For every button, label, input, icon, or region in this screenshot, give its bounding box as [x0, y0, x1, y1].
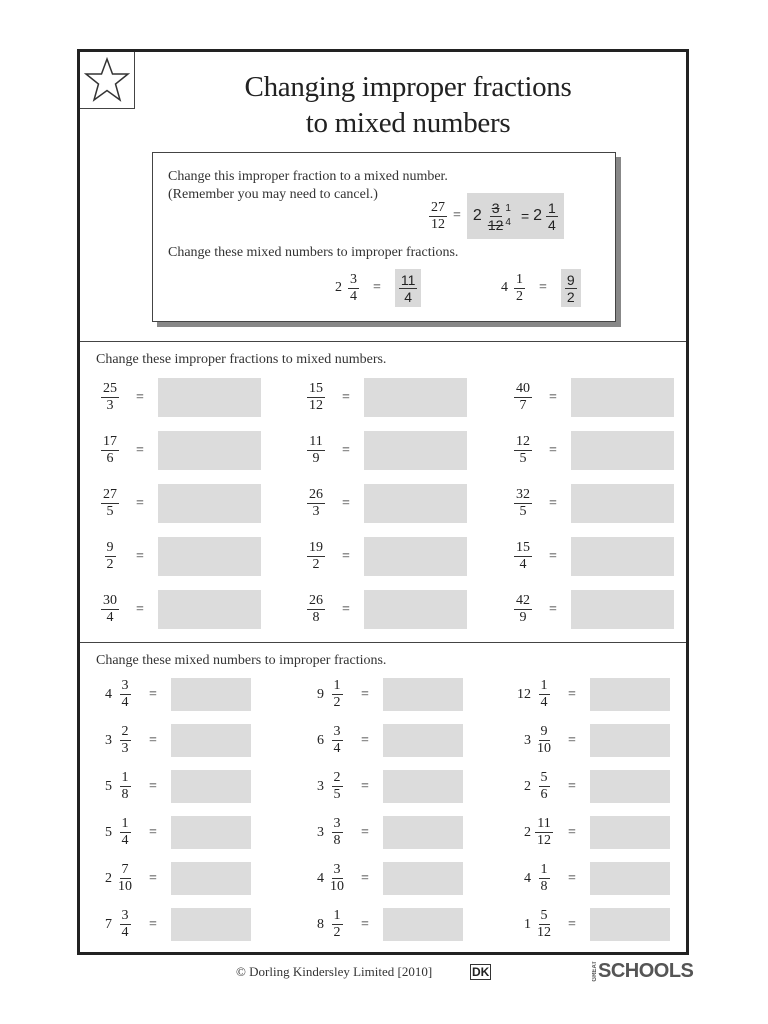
improper-fraction-item: $\frac{12}{5}$ =	[511, 431, 674, 470]
fraction: $\frac{3}{8}$	[333, 816, 341, 848]
dk-logo: DK	[472, 965, 490, 979]
mixed-number-item: 12 $\frac{1}{4}$ =	[515, 678, 670, 711]
answer-box[interactable]	[383, 816, 463, 849]
improper-fraction-item: $\frac{15}{12}$ =	[304, 378, 467, 417]
cancelled-fraction: $\frac{3}{12}$	[487, 199, 504, 233]
improper-fraction-item: $\frac{27}{5}$ =	[98, 484, 261, 523]
fraction: $\frac{19}{2}$	[309, 540, 323, 572]
answer-box[interactable]	[364, 431, 467, 470]
fraction: $\frac{15}{4}$	[516, 540, 530, 572]
section-divider-2	[80, 642, 686, 643]
answer-box[interactable]	[571, 484, 674, 523]
answer-box[interactable]	[590, 862, 670, 895]
example-mixed-2: 4 $\frac{1}{2}$ = $\frac{9}{2}$	[501, 269, 581, 307]
example-answer: 2 $\frac{3}{12}$ 1 4 = 2 $\frac{1}{4}$	[467, 193, 564, 239]
answer-box[interactable]	[590, 908, 670, 941]
fraction: $\frac{25}{3}$	[103, 381, 117, 413]
mixed-number-item: 4 $\frac{3}{10}$ =	[308, 862, 463, 895]
improper-fraction-item: $\frac{32}{5}$ =	[511, 484, 674, 523]
section-divider-1	[80, 341, 686, 342]
fraction: $\frac{1}{8}$	[540, 862, 548, 894]
mixed-number-item: 9 $\frac{1}{2}$ =	[308, 678, 463, 711]
fraction: $\frac{11}{9}$	[309, 434, 323, 466]
answer-box[interactable]	[158, 484, 261, 523]
mixed-number-item: 3 $\frac{3}{8}$ =	[308, 816, 463, 849]
greatschools-logo	[592, 960, 693, 983]
answer-box[interactable]	[571, 431, 674, 470]
fraction: $\frac{26}{3}$	[309, 487, 323, 519]
answer-box[interactable]	[571, 537, 674, 576]
star-icon	[84, 56, 130, 104]
answer-box[interactable]	[171, 678, 251, 711]
fraction: $\frac{5}{12}$	[537, 908, 551, 940]
fraction: $\frac{2}{3}$	[121, 724, 129, 756]
fraction: $\frac{1}{4}$	[121, 816, 129, 848]
answer-box[interactable]	[364, 537, 467, 576]
fraction: $\frac{11}{12}$	[537, 816, 551, 848]
example-box	[152, 152, 616, 322]
fraction: $\frac{1}{2}$	[333, 678, 341, 710]
title-line-2: to mixed numbers	[305, 107, 511, 139]
fraction: $\frac{1}{2}$	[333, 908, 341, 940]
fraction: $\frac{30}{4}$	[103, 593, 117, 625]
worksheet	[77, 49, 689, 955]
fraction: $\frac{42}{9}$	[516, 593, 530, 625]
fraction: $\frac{9}{10}$	[537, 724, 551, 756]
answer-box[interactable]	[171, 724, 251, 757]
star-badge	[80, 52, 135, 109]
improper-fraction-item: $\frac{9}{2}$ =	[98, 537, 261, 576]
mixed-number-item: 3 $\frac{2}{5}$ =	[308, 770, 463, 803]
mixed-number-item: 2 $\frac{7}{10}$ =	[96, 862, 251, 895]
fraction: $\frac{1}{8}$	[121, 770, 129, 802]
fraction: $\frac{17}{6}$	[103, 434, 117, 466]
answer-box[interactable]	[158, 378, 261, 417]
answer-box[interactable]	[590, 724, 670, 757]
improper-fraction-item: $\frac{19}{2}$ =	[304, 537, 467, 576]
mixed-number-item: 5 $\frac{1}{8}$ =	[96, 770, 251, 803]
fraction: $\frac{3}{4}$	[333, 724, 341, 756]
improper-fraction-item: $\frac{25}{3}$ =	[98, 378, 261, 417]
example-fraction: $\frac{27}{12}$	[431, 199, 445, 232]
mixed-number-item: 4 $\frac{3}{4}$ =	[96, 678, 251, 711]
improper-fraction-item: $\frac{42}{9}$ =	[511, 590, 674, 629]
great-label: GREAT	[592, 961, 598, 982]
answer-box[interactable]	[171, 908, 251, 941]
improper-fraction-item: $\frac{26}{8}$ =	[304, 590, 467, 629]
mixed-number-item: 8 $\frac{1}{2}$ =	[308, 908, 463, 941]
answer-box[interactable]	[571, 378, 674, 417]
improper-fraction-item: $\frac{11}{9}$ =	[304, 431, 467, 470]
mixed-number-item: 7 $\frac{3}{4}$ =	[96, 908, 251, 941]
mixed-number-item: 2 $\frac{5}{6}$ =	[515, 770, 670, 803]
fraction: $\frac{32}{5}$	[516, 487, 530, 519]
fraction: $\frac{12}{5}$	[516, 434, 530, 466]
example-instruction-1: Change this improper fraction to a mixed number.	[168, 169, 448, 184]
page-title	[140, 69, 676, 141]
fraction: $\frac{7}{10}$	[118, 862, 132, 894]
fraction: $\frac{9}{2}$	[106, 540, 114, 572]
answer-box[interactable]	[383, 862, 463, 895]
answer-box[interactable]	[364, 378, 467, 417]
example-instruction-3: Change these mixed numbers to improper fractions.	[168, 245, 459, 260]
answer-box[interactable]	[383, 678, 463, 711]
fraction: $\frac{15}{12}$	[309, 381, 323, 413]
fraction: $\frac{40}{7}$	[516, 381, 530, 413]
mixed-number-item: 3 $\frac{9}{10}$ =	[515, 724, 670, 757]
improper-fraction-item: $\frac{40}{7}$ =	[511, 378, 674, 417]
answer-box[interactable]	[383, 770, 463, 803]
mixed-number-item: 1 $\frac{5}{12}$ =	[515, 908, 670, 941]
example-worked: $\frac{27}{12}$ = 2 $\frac{3}{12}$ 1 4 = 2 $\frac{1}{4}$	[429, 193, 564, 239]
answer-box[interactable]	[590, 816, 670, 849]
fraction: $\frac{26}{8}$	[309, 593, 323, 625]
mixed-number-item: 5 $\frac{1}{4}$ =	[96, 816, 251, 849]
fraction: $\frac{2}{5}$	[333, 770, 341, 802]
answer-box[interactable]	[364, 484, 467, 523]
improper-fraction-item: $\frac{15}{4}$ =	[511, 537, 674, 576]
answer-box[interactable]	[158, 537, 261, 576]
mixed-number-item: 4 $\frac{1}{8}$ =	[515, 862, 670, 895]
title-line-1: Changing improper fractions	[244, 71, 572, 103]
fraction: $\frac{27}{5}$	[103, 487, 117, 519]
mixed-number-item: 3 $\frac{2}{3}$ =	[96, 724, 251, 757]
copyright-text: © Dorling Kindersley Limited [2010]	[236, 964, 433, 979]
fraction: $\frac{3}{4}$	[121, 678, 129, 710]
answer-box[interactable]	[383, 724, 463, 757]
improper-fraction-item: $\frac{30}{4}$ =	[98, 590, 261, 629]
answer-box[interactable]	[171, 862, 251, 895]
answer-box[interactable]	[590, 678, 670, 711]
answer-box[interactable]	[158, 431, 261, 470]
answer-box[interactable]	[364, 590, 467, 629]
mixed-number-item: 2 $\frac{11}{12}$ =	[515, 816, 670, 849]
answer-box[interactable]	[171, 770, 251, 803]
improper-fraction-item: $\frac{17}{6}$ =	[98, 431, 261, 470]
fraction: $\frac{3}{10}$	[330, 862, 344, 894]
answer-box[interactable]	[383, 908, 463, 941]
example-mixed-1: 2 $\frac{3}{4}$ = $\frac{11}{4}$	[335, 269, 421, 307]
mixed-number-item: 6 $\frac{3}{4}$ =	[308, 724, 463, 757]
improper-fraction-item: $\frac{26}{3}$ =	[304, 484, 467, 523]
answer-box[interactable]	[158, 590, 261, 629]
fraction: $\frac{5}{6}$	[540, 770, 548, 802]
fraction: $\frac{3}{4}$	[121, 908, 129, 940]
fraction: $\frac{1}{4}$	[540, 678, 548, 710]
section2-label: Change these mixed numbers to improper fractions.	[96, 653, 387, 668]
example-instruction-2: (Remember you may need to cancel.)	[168, 187, 378, 202]
answer-box[interactable]	[171, 816, 251, 849]
schools-label: SCHOOLS	[598, 960, 694, 982]
footer	[0, 960, 768, 988]
section1-label: Change these improper fractions to mixed numbers.	[96, 352, 387, 367]
answer-box[interactable]	[590, 770, 670, 803]
answer-box[interactable]	[571, 590, 674, 629]
